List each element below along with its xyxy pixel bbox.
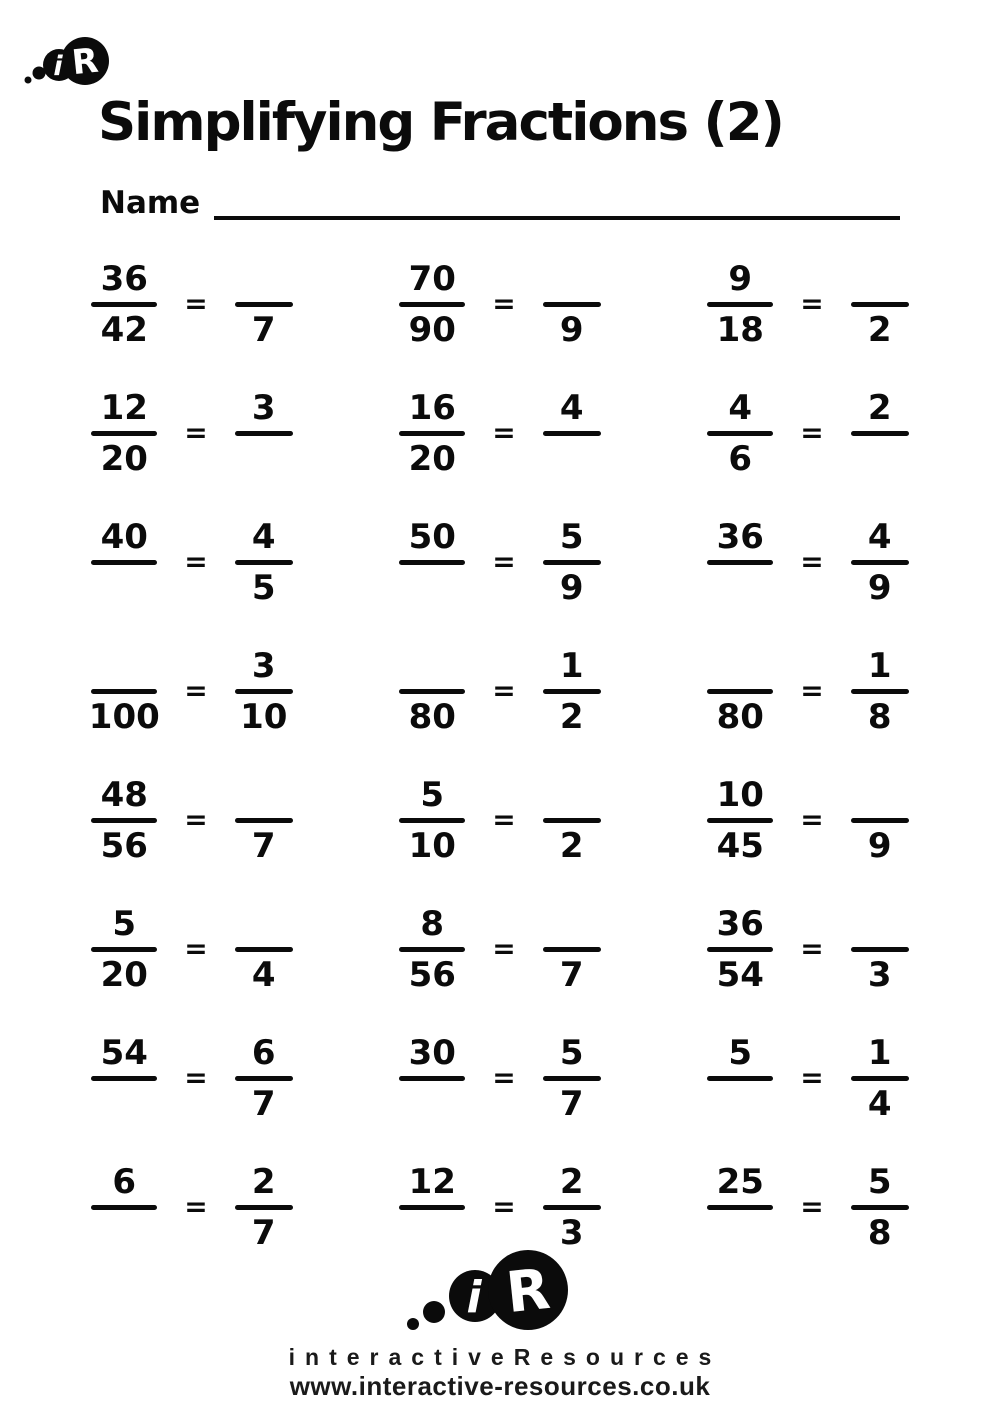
given-fraction bbox=[88, 646, 160, 737]
answer-fraction bbox=[543, 259, 601, 350]
problems-grid bbox=[38, 240, 962, 1272]
answer-fraction-bar bbox=[235, 947, 293, 952]
given-fraction bbox=[399, 517, 465, 608]
given-fraction bbox=[91, 904, 157, 995]
fraction-problem bbox=[707, 904, 908, 995]
answer-fraction-bar bbox=[235, 302, 293, 307]
given-numerator: 36 bbox=[100, 259, 148, 299]
equals-sign: = bbox=[492, 1060, 516, 1094]
given-numerator: 8 bbox=[420, 904, 445, 944]
fraction-problem bbox=[91, 904, 292, 995]
given-fraction bbox=[707, 259, 773, 350]
given-fraction bbox=[399, 646, 465, 737]
answer-fraction bbox=[543, 775, 601, 866]
equals-sign: = bbox=[492, 1189, 516, 1223]
fraction-problem bbox=[399, 388, 600, 479]
given-fraction-bar bbox=[399, 818, 465, 823]
answer-fraction bbox=[235, 517, 293, 608]
ir-logo-icon-large bbox=[402, 1246, 598, 1342]
fraction-problem bbox=[399, 646, 600, 737]
answer-numerator: 5 bbox=[867, 1162, 892, 1202]
answer-fraction-bar bbox=[543, 947, 601, 952]
equals-sign: = bbox=[492, 931, 516, 965]
answer-fraction bbox=[851, 388, 909, 479]
answer-fraction bbox=[851, 775, 909, 866]
page-title: Simplifying Fractions (2) bbox=[98, 92, 783, 153]
answer-fraction-bar bbox=[851, 302, 909, 307]
answer-denominator: 7 bbox=[251, 1213, 276, 1253]
answer-fraction-bar bbox=[543, 1076, 601, 1081]
answer-fraction bbox=[851, 646, 909, 737]
answer-fraction bbox=[851, 259, 909, 350]
answer-denominator: 2 bbox=[867, 310, 892, 350]
given-denominator: 45 bbox=[716, 826, 764, 866]
equals-sign: = bbox=[800, 802, 824, 836]
fraction-problem bbox=[399, 1033, 600, 1124]
fraction-problem bbox=[707, 1033, 908, 1124]
answer-denominator: 3 bbox=[559, 1213, 584, 1253]
answer-denominator: 8 bbox=[867, 697, 892, 737]
answer-denominator: 2 bbox=[559, 697, 584, 737]
given-fraction-bar bbox=[91, 1076, 157, 1081]
given-numerator: 5 bbox=[420, 775, 445, 815]
name-label: Name bbox=[100, 184, 201, 221]
fraction-problem bbox=[399, 517, 600, 608]
answer-fraction-bar bbox=[851, 947, 909, 952]
fraction-problem bbox=[399, 775, 600, 866]
answer-fraction-bar bbox=[851, 818, 909, 823]
given-numerator: 4 bbox=[728, 388, 753, 428]
fraction-problem bbox=[707, 388, 908, 479]
fraction-problem bbox=[707, 517, 908, 608]
answer-fraction bbox=[851, 1162, 909, 1253]
given-denominator: 20 bbox=[408, 439, 456, 479]
name-row bbox=[100, 184, 900, 220]
given-fraction-bar bbox=[399, 302, 465, 307]
answer-fraction-bar bbox=[235, 689, 293, 694]
fraction-problem bbox=[91, 259, 292, 350]
given-fraction bbox=[707, 388, 773, 479]
equals-sign: = bbox=[800, 544, 824, 578]
given-denominator: 100 bbox=[88, 697, 160, 737]
equals-sign: = bbox=[492, 673, 516, 707]
given-numerator: 6 bbox=[112, 1162, 137, 1202]
given-fraction-bar bbox=[399, 1076, 465, 1081]
equals-sign: = bbox=[800, 1060, 824, 1094]
answer-fraction-bar bbox=[851, 431, 909, 436]
given-numerator: 70 bbox=[408, 259, 456, 299]
given-fraction-bar bbox=[399, 689, 465, 694]
answer-fraction-bar bbox=[543, 302, 601, 307]
answer-numerator: 1 bbox=[867, 1033, 892, 1073]
answer-numerator: 5 bbox=[559, 1033, 584, 1073]
answer-denominator: 7 bbox=[251, 1084, 276, 1124]
fraction-problem bbox=[91, 1162, 292, 1253]
answer-fraction bbox=[543, 646, 601, 737]
answer-fraction bbox=[543, 388, 601, 479]
given-fraction-bar bbox=[707, 302, 773, 307]
given-fraction bbox=[399, 259, 465, 350]
answer-fraction bbox=[543, 517, 601, 608]
given-fraction bbox=[399, 904, 465, 995]
answer-fraction bbox=[543, 904, 601, 995]
answer-denominator: 9 bbox=[559, 310, 584, 350]
equals-sign: = bbox=[492, 802, 516, 836]
answer-numerator: 6 bbox=[251, 1033, 276, 1073]
given-numerator: 30 bbox=[408, 1033, 456, 1073]
given-fraction-bar bbox=[91, 689, 157, 694]
given-fraction-bar bbox=[707, 1076, 773, 1081]
given-fraction-bar bbox=[399, 560, 465, 565]
fraction-problem bbox=[707, 1162, 908, 1253]
given-fraction-bar bbox=[91, 947, 157, 952]
answer-fraction-bar bbox=[851, 560, 909, 565]
equals-sign: = bbox=[800, 415, 824, 449]
equals-sign: = bbox=[800, 286, 824, 320]
answer-numerator: 3 bbox=[251, 646, 276, 686]
equals-sign: = bbox=[800, 1189, 824, 1223]
logo-letter-i: i bbox=[53, 51, 63, 82]
given-numerator: 50 bbox=[408, 517, 456, 557]
given-numerator: 12 bbox=[408, 1162, 456, 1202]
equals-sign: = bbox=[492, 415, 516, 449]
answer-fraction-bar bbox=[543, 1205, 601, 1210]
given-fraction-bar bbox=[91, 302, 157, 307]
answer-fraction bbox=[235, 904, 293, 995]
fraction-problem bbox=[91, 775, 292, 866]
given-fraction bbox=[91, 388, 157, 479]
given-fraction-bar bbox=[707, 431, 773, 436]
given-numerator: 16 bbox=[408, 388, 456, 428]
given-numerator: 9 bbox=[728, 259, 753, 299]
given-numerator: 36 bbox=[716, 517, 764, 557]
answer-denominator: 9 bbox=[559, 568, 584, 608]
answer-denominator: 8 bbox=[867, 1213, 892, 1253]
given-fraction-bar bbox=[707, 1205, 773, 1210]
answer-fraction-bar bbox=[543, 560, 601, 565]
given-fraction-bar bbox=[399, 431, 465, 436]
answer-denominator: 9 bbox=[867, 826, 892, 866]
answer-denominator: 7 bbox=[251, 826, 276, 866]
given-fraction bbox=[707, 517, 773, 608]
equals-sign: = bbox=[800, 931, 824, 965]
equals-sign: = bbox=[184, 1060, 208, 1094]
answer-fraction bbox=[235, 1162, 293, 1253]
logo-letter-i: i bbox=[466, 1272, 482, 1323]
given-numerator: 40 bbox=[100, 517, 148, 557]
given-denominator: 54 bbox=[716, 955, 764, 995]
fraction-problem bbox=[399, 259, 600, 350]
answer-denominator: 4 bbox=[867, 1084, 892, 1124]
ir-logo-icon bbox=[22, 34, 114, 94]
answer-fraction bbox=[235, 388, 293, 479]
answer-denominator: 10 bbox=[240, 697, 288, 737]
equals-sign: = bbox=[800, 673, 824, 707]
fraction-problem bbox=[707, 775, 908, 866]
given-fraction bbox=[399, 1033, 465, 1124]
given-fraction-bar bbox=[91, 560, 157, 565]
given-fraction-bar bbox=[91, 818, 157, 823]
equals-sign: = bbox=[184, 544, 208, 578]
answer-fraction-bar bbox=[543, 689, 601, 694]
given-denominator: 18 bbox=[716, 310, 764, 350]
fraction-problem bbox=[88, 646, 292, 737]
given-fraction bbox=[91, 1162, 157, 1253]
given-numerator: 54 bbox=[100, 1033, 148, 1073]
answer-fraction bbox=[543, 1162, 601, 1253]
footer-brand-text: interactiveResources bbox=[288, 1344, 722, 1370]
name-write-line bbox=[214, 184, 900, 220]
given-denominator: 10 bbox=[408, 826, 456, 866]
equals-sign: = bbox=[184, 931, 208, 965]
given-denominator: 80 bbox=[408, 697, 456, 737]
given-fraction-bar bbox=[91, 431, 157, 436]
answer-denominator: 3 bbox=[867, 955, 892, 995]
answer-numerator: 1 bbox=[867, 646, 892, 686]
answer-denominator: 7 bbox=[559, 955, 584, 995]
given-fraction-bar bbox=[707, 947, 773, 952]
answer-fraction bbox=[235, 775, 293, 866]
footer bbox=[0, 1246, 1000, 1402]
given-denominator: 20 bbox=[100, 955, 148, 995]
fraction-problem bbox=[91, 388, 292, 479]
answer-fraction bbox=[235, 259, 293, 350]
logo-letter-r: R bbox=[503, 1256, 553, 1327]
answer-fraction bbox=[851, 1033, 909, 1124]
given-denominator: 20 bbox=[100, 439, 148, 479]
given-fraction bbox=[91, 1033, 157, 1124]
logo-letter-r: R bbox=[69, 40, 101, 84]
given-fraction-bar bbox=[91, 1205, 157, 1210]
fraction-problem bbox=[399, 904, 600, 995]
given-denominator: 42 bbox=[100, 310, 148, 350]
answer-numerator: 2 bbox=[559, 1162, 584, 1202]
given-denominator: 90 bbox=[408, 310, 456, 350]
answer-fraction-bar bbox=[851, 689, 909, 694]
answer-fraction-bar bbox=[235, 1076, 293, 1081]
given-denominator: 56 bbox=[408, 955, 456, 995]
given-fraction bbox=[91, 517, 157, 608]
answer-fraction-bar bbox=[543, 431, 601, 436]
fraction-problem bbox=[707, 259, 908, 350]
given-numerator: 25 bbox=[716, 1162, 764, 1202]
given-numerator: 5 bbox=[112, 904, 137, 944]
given-fraction-bar bbox=[707, 818, 773, 823]
answer-numerator: 2 bbox=[867, 388, 892, 428]
answer-denominator: 4 bbox=[251, 955, 276, 995]
given-fraction bbox=[91, 259, 157, 350]
answer-fraction-bar bbox=[235, 560, 293, 565]
answer-numerator: 2 bbox=[251, 1162, 276, 1202]
answer-fraction-bar bbox=[235, 431, 293, 436]
answer-fraction-bar bbox=[851, 1205, 909, 1210]
given-fraction-bar bbox=[707, 689, 773, 694]
fraction-problem bbox=[399, 1162, 600, 1253]
fraction-problem bbox=[91, 1033, 292, 1124]
answer-numerator: 4 bbox=[559, 388, 584, 428]
given-denominator: 6 bbox=[728, 439, 753, 479]
given-fraction bbox=[399, 388, 465, 479]
answer-numerator: 5 bbox=[559, 517, 584, 557]
answer-denominator: 9 bbox=[867, 568, 892, 608]
given-fraction-bar bbox=[399, 947, 465, 952]
equals-sign: = bbox=[184, 802, 208, 836]
answer-denominator: 7 bbox=[559, 1084, 584, 1124]
equals-sign: = bbox=[184, 673, 208, 707]
answer-fraction bbox=[851, 517, 909, 608]
given-numerator: 48 bbox=[100, 775, 148, 815]
given-fraction-bar bbox=[399, 1205, 465, 1210]
given-numerator: 10 bbox=[716, 775, 764, 815]
answer-fraction bbox=[235, 1033, 293, 1124]
equals-sign: = bbox=[492, 286, 516, 320]
given-fraction-bar bbox=[707, 560, 773, 565]
given-fraction bbox=[399, 1162, 465, 1253]
given-fraction bbox=[707, 646, 773, 737]
answer-numerator: 3 bbox=[251, 388, 276, 428]
given-fraction bbox=[707, 775, 773, 866]
fraction-problem bbox=[91, 517, 292, 608]
answer-denominator: 7 bbox=[251, 310, 276, 350]
brand-logo-small bbox=[22, 34, 114, 98]
answer-fraction bbox=[235, 646, 293, 737]
given-fraction bbox=[707, 1033, 773, 1124]
given-denominator: 56 bbox=[100, 826, 148, 866]
answer-fraction-bar bbox=[543, 818, 601, 823]
given-numerator: 12 bbox=[100, 388, 148, 428]
answer-fraction bbox=[851, 904, 909, 995]
given-numerator: 36 bbox=[716, 904, 764, 944]
answer-numerator: 1 bbox=[559, 646, 584, 686]
equals-sign: = bbox=[492, 544, 516, 578]
answer-fraction bbox=[543, 1033, 601, 1124]
answer-fraction-bar bbox=[235, 1205, 293, 1210]
given-fraction bbox=[707, 904, 773, 995]
answer-denominator: 2 bbox=[559, 826, 584, 866]
given-fraction bbox=[91, 775, 157, 866]
answer-fraction-bar bbox=[235, 818, 293, 823]
footer-url: www.interactive-resources.co.uk bbox=[289, 1371, 711, 1401]
given-fraction bbox=[707, 1162, 773, 1253]
given-fraction bbox=[399, 775, 465, 866]
fraction-problem bbox=[707, 646, 908, 737]
equals-sign: = bbox=[184, 286, 208, 320]
answer-denominator: 5 bbox=[251, 568, 276, 608]
answer-numerator: 4 bbox=[251, 517, 276, 557]
given-denominator: 80 bbox=[716, 697, 764, 737]
equals-sign: = bbox=[184, 415, 208, 449]
equals-sign: = bbox=[184, 1189, 208, 1223]
answer-numerator: 4 bbox=[867, 517, 892, 557]
given-numerator: 5 bbox=[728, 1033, 753, 1073]
answer-fraction-bar bbox=[851, 1076, 909, 1081]
